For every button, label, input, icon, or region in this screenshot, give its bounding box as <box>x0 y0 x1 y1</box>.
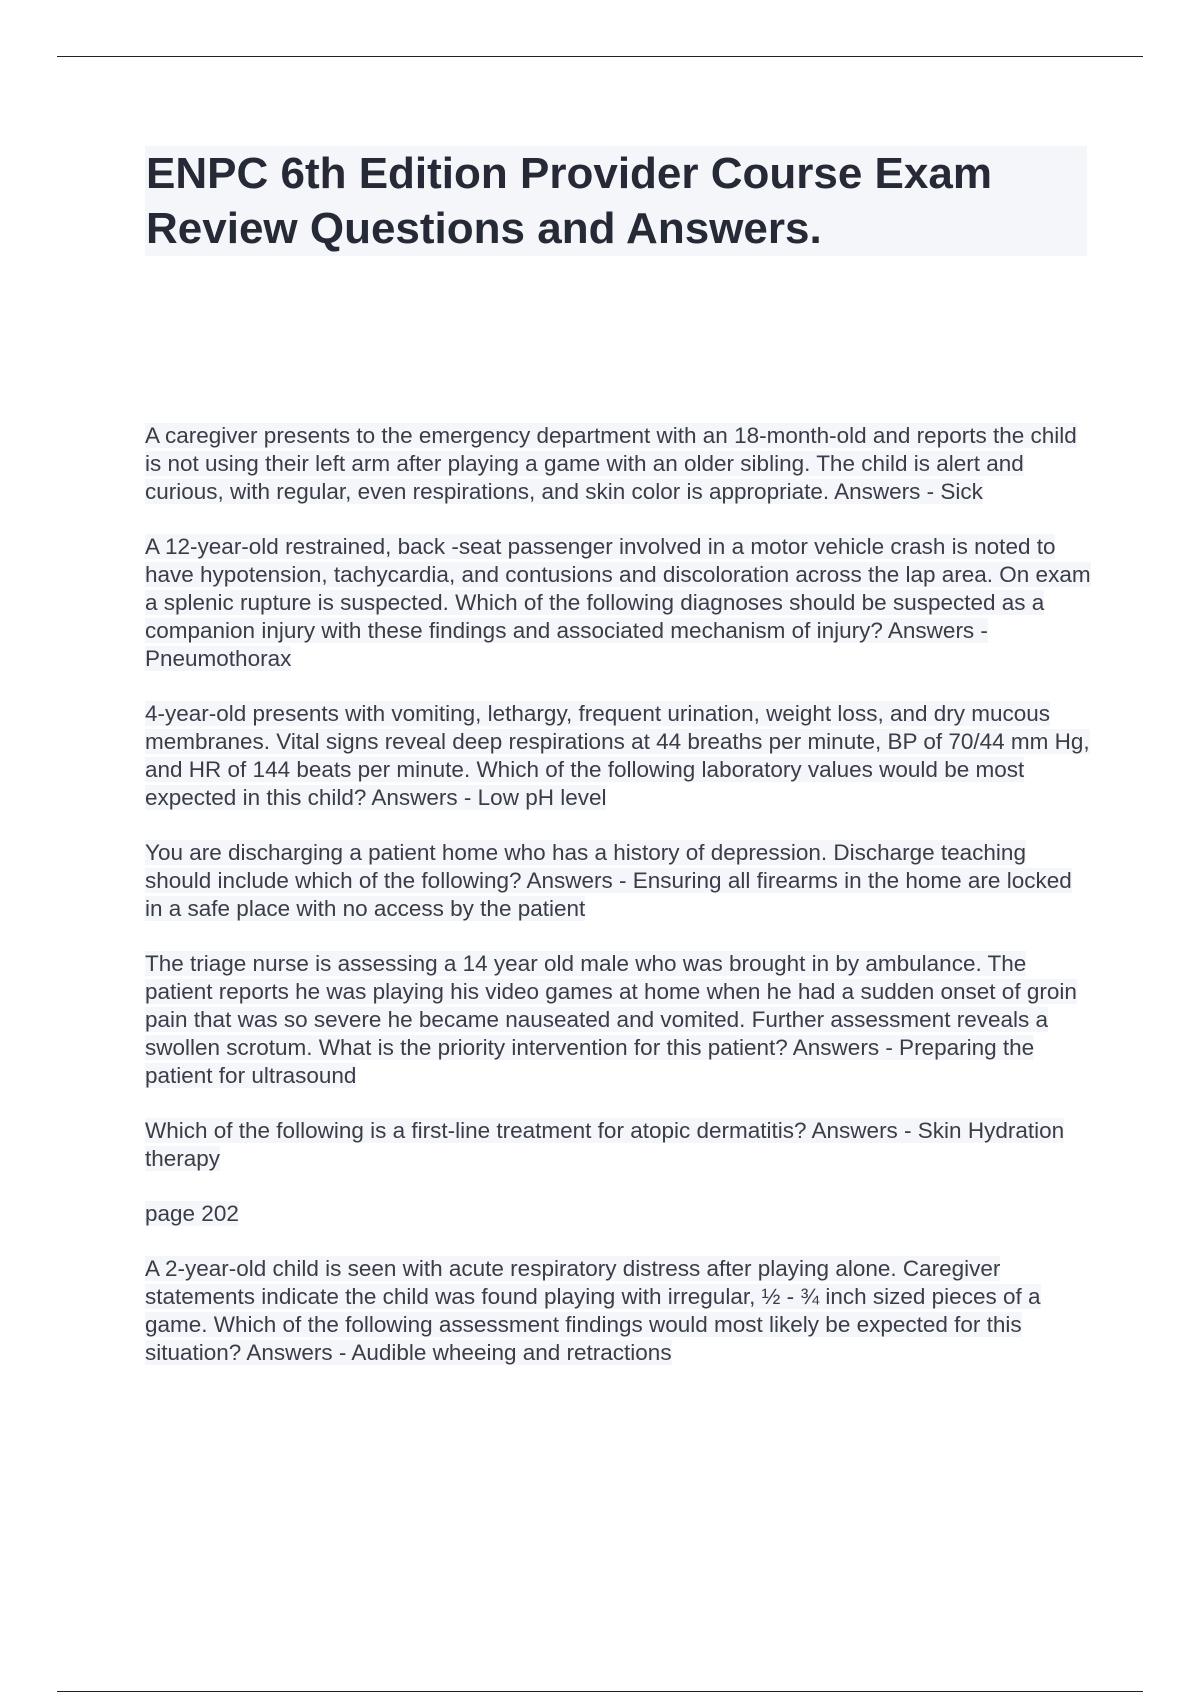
qa-entry-4: You are discharging a patient home who has a history of depression. Discharge teaching should include which of the following? Answers - Ensuring all firearms in the home are locked in a safe place with no access by the patient <box>145 840 1072 921</box>
qa-list <box>145 422 1095 1394</box>
bottom-divider <box>57 1691 1143 1692</box>
qa-entry-3: 4-year-old presents with vomiting, lethargy, frequent urination, weight loss, and dry mucous membranes. Vital signs reveal deep respirations at 44 breaths per minute, BP of 70/44 mm Hg, and HR of 144 beats per minute. Which of the following laboratory values would be most expected in this child? Answers - Low pH level <box>145 701 1090 810</box>
qa-entry-7: A 2-year-old child is seen with acute respiratory distress after playing alone. Caregiver statements indicate the child was found playing with irregular, ½ - ¾ inch sized pieces of a game. Which of the following assessment findings would most likely be expected for this situation? Answers - Audible wheeing and retractions <box>145 1256 1041 1365</box>
page-reference: page 202 <box>145 1201 239 1226</box>
top-divider <box>57 56 1143 57</box>
document-title: ENPC 6th Edition Provider Course Exam Review Questions and Answers. <box>146 149 992 253</box>
qa-entry-2: A 12-year-old restrained, back -seat passenger involved in a motor vehicle crash is noted to have hypotension, tachycardia, and contusions and discoloration across the lap area. On exam a splenic rupture is suspected. Which of the following diagnoses should be suspected as a companion injury with these findings and associated mechanism of injury? Answers - Pneumothorax <box>145 534 1091 671</box>
qa-entry-1: A caregiver presents to the emergency department with an 18-month-old and reports the child is not using their left arm after playing a game with an older sibling. The child is alert and curious, with regular, even respirations, and skin color is appropriate. Answers - Sick <box>145 423 1077 504</box>
title-block <box>145 146 1087 256</box>
qa-entry-6: Which of the following is a first-line treatment for atopic dermatitis? Answers - Skin Hydration therapy <box>145 1118 1065 1171</box>
qa-entry-5: The triage nurse is assessing a 14 year old male who was brought in by ambulance. The patient reports he was playing his video games at home when he had a sudden onset of groin pain that was so severe he became nauseated and vomited. Further assessment reveals a swollen scrotum. What is the priority intervention for this patient? Answers - Preparing the patient for ultrasound <box>145 951 1077 1088</box>
